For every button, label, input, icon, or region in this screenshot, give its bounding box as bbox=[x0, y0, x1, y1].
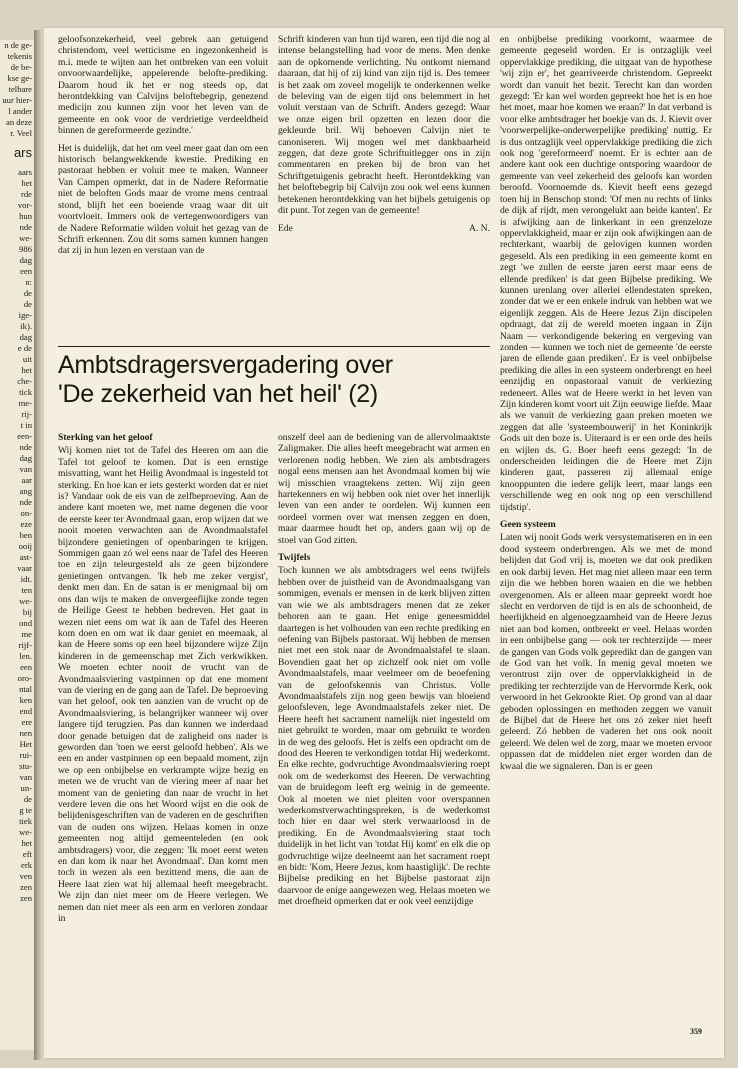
paragraph: Laten wij nooit Gods werk versystematiseren en in een dood systeem onderbrengen. Als we met de mond belijden dat God vrij is, moeten we dat ook prediken en ook darbij leven. Het mag niet alleen maar een term zijn die we hebben horen waaien en die we hebben overgenomen. Als er alleen maar gepreekt wordt hoe slecht en verdorven de tijd is en als de schoonheid, de heerlijkheid en algenoegzaamheid van de Heere Jezus niet aan bod komen, ontbreekt er veel. Helaas worden in een onbijbelse gang — ook ter rechterzijde — meer de gangen van Gods volk gepredikt dan de gangen van de God van het volk. In menig geval moeten we verontrust zijn over de oppervlakkigheid in de prediking ter rechterzijde van de Hervormde Kerk, ook verwoord in het Gekrookte Riet. Op grond van al daar geboden oplossingen en methoden zeggen we vanuit de Bijbel dat de Heere het ons zó zeker niet heeft geleerd. Zó hebben de vaderen het ons ook nooit geleerd. We delen wel de zorg, maar we moeten ervoor oppassen dat de middelen niet erger worden dan de kwaal die we signaleren. Dan is er geen bbox=[500, 532, 712, 772]
adjacent-page-line: we- bbox=[19, 596, 32, 606]
adjacent-page-line: van bbox=[19, 464, 32, 474]
adjacent-page-line: nde bbox=[19, 442, 32, 452]
paragraph: Het is duidelijk, dat het om veel meer gaat dan om een historisch belangwekkende kwestie. Prediking en pastoraat hebben er voluit mee te maken. Wanneer Van Campen opmerkt, dat in de Nadere Reformatie niet de beloften Gods maar de vrome mens centraal stond, blijft het een boeiende vraag waar dit uit voortvloeit. Immers ook de vertegenwoordigers van de Nadere Reformatie wilden voluit het gezag van de Schrift erkennen. Zou dit soms samen kunnen hangen dat zij in hun lezen en verstaan van de bbox=[58, 142, 268, 257]
signoff bbox=[278, 223, 490, 234]
adjacent-page-line: ige- bbox=[18, 310, 32, 320]
adjacent-page-line: ond bbox=[19, 618, 32, 628]
magazine-page bbox=[44, 28, 724, 1058]
adjacent-page-line: een- bbox=[17, 431, 32, 441]
adjacent-page-line: rui- bbox=[19, 750, 32, 760]
adjacent-page-line: e de bbox=[17, 343, 32, 353]
previous-article-column-2 bbox=[278, 34, 490, 334]
adjacent-page-line: het bbox=[21, 365, 32, 375]
adjacent-page-line: g te bbox=[19, 805, 32, 815]
adjacent-page-line: l ander bbox=[8, 106, 32, 116]
section-heading: Sterking van het geloof bbox=[58, 432, 153, 443]
adjacent-page-line: ang bbox=[19, 486, 32, 496]
adjacent-page-line: dag bbox=[19, 255, 32, 265]
adjacent-page-line: ast- bbox=[19, 552, 32, 562]
adjacent-page-line: aars bbox=[18, 167, 32, 177]
adjacent-page-line: eze bbox=[20, 519, 32, 529]
adjacent-page-text-bottom bbox=[0, 167, 32, 904]
section-heading: Twijfels bbox=[278, 552, 311, 564]
section-heading: Geen systeem bbox=[500, 519, 556, 531]
adjacent-page-strip bbox=[0, 40, 34, 1050]
adjacent-page-line: che- bbox=[17, 376, 32, 386]
adjacent-page-line: de bbox=[23, 299, 32, 309]
adjacent-page-line: nde bbox=[19, 497, 32, 507]
adjacent-page-line: bij bbox=[22, 607, 32, 617]
adjacent-page-line: vor- bbox=[17, 200, 32, 210]
adjacent-page-line: ven bbox=[19, 871, 32, 881]
adjacent-page-line: de be- bbox=[10, 62, 32, 72]
signoff-place: Ede bbox=[278, 222, 293, 234]
signoff-initials: A. N. bbox=[468, 222, 490, 234]
article-headline bbox=[58, 351, 490, 409]
adjacent-page-line: me bbox=[21, 629, 32, 639]
adjacent-page-line: we- bbox=[19, 233, 32, 243]
adjacent-page-line: an deze bbox=[6, 117, 32, 127]
paragraph: geloofsonzekerheid, veel gebrek aan getuigend christendom, veel wetticisme en ingezonkenheid is m.i. mede te wijten aan het ontbreken van een voluit onvoorwaardelijke, appelerende belofte-prediking. Daarom houd ik het er nog steeds op, dat herontdekking van Calvijns beloftebegrip, genezend medicijn zou kunnen zijn voor het leven van de gemeente en ook voor de verdrietige verdeeldheid binnen de gereformeerde gezindte.' bbox=[58, 34, 268, 137]
adjacent-page-line: n de ge- bbox=[4, 40, 32, 50]
article-column-2 bbox=[278, 432, 490, 1050]
adjacent-page-line: dag bbox=[19, 332, 32, 342]
article-column-3 bbox=[500, 34, 712, 1046]
adjacent-page-line: de bbox=[23, 288, 32, 298]
adjacent-page-line: het bbox=[21, 178, 32, 188]
adjacent-page-line: uur hier- bbox=[2, 95, 32, 105]
adjacent-page-line: we- bbox=[19, 827, 32, 837]
adjacent-page-line: rde bbox=[21, 189, 32, 199]
adjacent-page-line: on- bbox=[20, 508, 32, 518]
page-spine bbox=[34, 30, 44, 1060]
adjacent-page-line: telbare bbox=[8, 84, 32, 94]
adjacent-page-line: tiek bbox=[19, 816, 32, 826]
adjacent-page-line: ten bbox=[21, 585, 32, 595]
adjacent-page-line: tekenis bbox=[7, 51, 32, 61]
adjacent-page-line: kse ge- bbox=[7, 73, 32, 83]
adjacent-page-line: erk bbox=[21, 860, 32, 870]
adjacent-page-line: zen bbox=[20, 893, 32, 903]
adjacent-page-line: nde bbox=[19, 222, 32, 232]
adjacent-page-line: ntal bbox=[19, 684, 32, 694]
adjacent-page-line: rij- bbox=[21, 409, 32, 419]
adjacent-page-line: dag bbox=[19, 453, 32, 463]
adjacent-page-line: aar bbox=[21, 475, 32, 485]
adjacent-page-line: tick bbox=[19, 387, 32, 397]
page-number: 359 bbox=[690, 1027, 702, 1036]
adjacent-page-line: rijf- bbox=[18, 640, 32, 650]
adjacent-page-line: n: bbox=[25, 277, 32, 287]
adjacent-page-line: ere bbox=[21, 717, 32, 727]
adjacent-page-line: hun bbox=[19, 211, 32, 221]
adjacent-page-line: 986 bbox=[19, 244, 32, 254]
headline-line-2: 'De zekerheid van het heil' (2) bbox=[58, 380, 378, 408]
adjacent-page-line: oro- bbox=[17, 673, 32, 683]
adjacent-page-text-top bbox=[0, 40, 32, 139]
adjacent-page-line: len. bbox=[19, 651, 32, 661]
adjacent-page-line: t in bbox=[20, 420, 32, 430]
adjacent-page-line: de bbox=[23, 794, 32, 804]
adjacent-page-heading: ars bbox=[13, 145, 32, 160]
adjacent-page-line: zen bbox=[20, 882, 32, 892]
adjacent-page-line: idt. bbox=[20, 574, 32, 584]
paragraph: Toch kunnen we als ambtsdragers wel eens twijfels hebben over de juistheid van de Avondmaalsgang van sommigen, evenals er mensen in de kerk blijven zitten van wie we als ambtsdragers menen dat ze zeker behoren aan te gaan. Het enige geneesmiddel daartegen is het volhouden van een rechte prediking en oefening van Bijbels pastoraat. Wij hebben de mensen niet met een stok naar de Avondmaalstafel te slaan. Bovendien gaat het op zichzelf ook niet om volle Avondmaalstafels, maar veelmeer om de beoefening van de geloofskennis van Christus. Volle Avondmaalstafels zijn nog geen bewijs van bloeiend geloofsleven, lege Avondmaalstafels zeker niet. De Heere heeft het sacrament namelijk niet ingesteld om niet gebruikt te worden, maar om gebruikt te worden in de weg des geloofs. Het is zelfs een opdracht om de dood des Heeren te verkondigen totdat Hij wederkomt. En elke rechte, godvruchtige Avondmaalsviering roept ook om de wederkomst des Heeren. De verwachting van de bruidegom leeft erg weinig in de gemeente. Ook al moeten we niet pleiten voor overspannen wederkomstverwachtingspreken, is de wederkomst toch hier en daar wel sterk verwaarloosd in de prediking. En de Avondmaalsviering staat toch duidelijk in het licht van 'totdat Hij komt' en elk die op godvruchtige wijze deelneemt aan het sacrament roept en bidt: 'Kom, Heere Jezus, kom haastiglijk'. De rechte Bijbelse prediking en het Bijbelse pastoraat zijn daarvoor de enige aangewezen weg. Helaas moeten we met droefheid opmerken dat er ook veel eenzijdige bbox=[278, 565, 490, 908]
adjacent-page-line: me- bbox=[18, 398, 32, 408]
adjacent-page-line: een bbox=[20, 266, 32, 276]
adjacent-page-line: r. Veel bbox=[10, 128, 32, 138]
adjacent-page-line: eft bbox=[22, 849, 32, 859]
adjacent-page-line: ken bbox=[19, 695, 32, 705]
adjacent-page-line: een bbox=[20, 662, 32, 672]
adjacent-page-line: end bbox=[19, 706, 32, 716]
adjacent-page-line: het bbox=[21, 838, 32, 848]
article-divider bbox=[58, 346, 490, 347]
adjacent-page-line: ooij bbox=[18, 541, 32, 551]
previous-article-column-1 bbox=[58, 34, 268, 334]
adjacent-page-line: uit bbox=[22, 354, 32, 364]
paragraph: Wij komen niet tot de Tafel des Heeren om aan die Tafel tot geloof te komen. Dat is een ernstige misvatting, want het Heilig Avondmaal is ingesteld tot sterking. En hoe kan er iets gesterkt worden dat er niet is? Vandaar ook de eis van de zelfbeproeving. Aan de andere kant moeten we, met name degenen die voor de eerste keer ter Avondmaal gaan, erop wijzen dat we nooit moeten verwachten aan de Avondmaalstafel bijzondere genietingen of openbaringen te krijgen. Sommigen gaan zó wel eens naar de Tafel des Heeren toe en zijn teleurgesteld als ze geen bijzondere genietingen ontvangen. 'Ik heb me zeker vergist', denkt men dan. En de satan is er menigmaal bij om ons dan wijs te maken de onvergeeflijke zonde tegen de Heilige Geest te hebben bedreven. Het gaat in wezen niet eens om wat ik aan de Tafel des Heeren kom doen en om wat ik daar geniet en meemaak, al kan de Heere soms op een heel bijzondere wijze Zijn kinderen in de gemeenschap met Zich verkwikken. We moeten echter nooit de vrucht van de Avondmaalsviering vastpinnen op dat ene moment van de viering en de gang aan de Tafel. De beproeving van het geloof, ook ten aanzien van de vrucht op de Avondmaalsviering, is belangrijker wanneer wij over langere tijd terugzien. Pas dan kunnen we inderdaad door genade betuigen dat de zaligheid ons nader is geworden dan 'toen we eerst geloofd hebben'. Als we een en ander vastpinnen op een bepaald moment, zijn we op een onbijbelse en verkrampte wijze bezig en meten we de vrucht van de viering meer af naar het moment van de genieting dan naar de vrucht in het verdere leven die ons het Woord wijst en die ook de belijdenisgeschriften van de vaderen en de geschriften van de ouden ons wijzen. Helaas komen in onze gemeenten nog altijd gemeenteleden (en ook ambtsdragers) voor, die zeggen: 'Ik moet eerst weten en dan kom ik naar het Avondmaal'. Dan komt men toch in wezen als een bezittend mens, die aan de Heere laat zien wat hij allemaal heeft meegebracht. We zijn dan niet meer om de Heere verlegen. We nemen dan niet meer als een arm en verloren zondaar in bbox=[58, 445, 268, 925]
paragraph: Schrift kinderen van hun tijd waren, een tijd die nog al intense belangstelling had voor de mens. Men denke aan de opkomende verlichting. Nu ontkomt niemand daaraan, dat hij of zij kind van zijn tijd is. Des temeer is het zaak om zoveel mogelijk te onderkennen welke de beleving van de eigen tijd ons belemmert in het voluit verstaan van de Schrift. Anders gezegd: Waar we onze eigen bril opzetten en lezen door die gekleurde bril. Wij behoeven Calvijn niet te canoniseren. Wij mogen wel met dankbaarheid zeggen, dat deze grote Schriftuitlegger ons in zijn commentaren en preken bij de bron van het Schriftgetuigenis gebracht heeft. Herontdekking van het beloftebegrip bij Calvijn zou ook wel eens kunnen betekenen herontdekking van het bijbels getuigenis op dit punt. Tot zegen van de gemeente! bbox=[278, 34, 490, 217]
adjacent-page-line: ik). bbox=[20, 321, 32, 331]
paragraph: onszelf deel aan de bediening van de allervolmaaktste Zaligmaker. Die alles heeft meegebracht wat armen en verlorenen nodig hebben. We zien als ambtsdragers nogal eens mensen aan het Avondmaal komen bij wie wij misschien vraagtekens zetten. Wij zijn geen hartekenners en wij hebben ook niet over het innerlijk leven van een ander te oordelen. Wij kunnen een oordeel vormen over wat mensen zeggen en doen, maar daarmee houdt het op, anders gaan wij op de stoel van God zitten. bbox=[278, 432, 490, 546]
paragraph: en onbijbelse prediking voorkomt, waarmee de gemeente gegeseld worden. Er is ontzaglijk veel oppervlakkige prediking, die uitgaat van de hypothese 'wij zijn er', het gearriveerde christendom. Gepreekt wordt dan vanuit het bezit. Terecht kan dan worden gezegd: 'Er kan wel worden gepreekt hoe het is en hoe het moet, maar hoe komen we eraan?' In dat verband is voor elke ambtsdrager het boekje van ds. J. Kievit over 'voorwerpelijke-onderwerpelijke prediking' nuttig. Er is dus ontzaglijk veel oppervlakkige prediking die zich ook nog 'gereformeerd' noemt. Er is echter aan de andere kant ook een duchtige ontsporing waardoor de gemeente van veel zekerheid des geloofs kan worden beroofd. Voornoemde ds. Kievit heeft eens gezegd toen hij in Benschop stond: 'Of men nu rechts of links de dijk af rijdt, men verongelukt aan beide kanten'. Er is afwijking aan de linkerkant in een grenzeloze oppervlakkigheid, maar er zijn ook afwijkingen aan de rechterkant, waarbij de gelovigen kunnen worden gegeseld. Als een prediking in een gemeente komt en zegt 'we zullen de eerste jaren eerst maar eens de ellende prediken' is dat geen Bijbelse prediking. We kunnen urenlang over allerlei ellendestaten spreken, zonder dat we er een enkele indruk van hebben wat we eigenlijk zeggen. Als de Heere Jezus Zijn discipelen opdraagt, dat zij de wereld moeten ingaan in Zijn Naam — verkondigende bekering en vergeving van zonden — kunnen we toch niet de gemeente 'de eerste jaren de ellende gaan prediken'. Er is veel onbijbelse prediking die alles in een systeem onderbrengt en heel eenzijdig en onpastoraal vanuit de verkiezing redeneert. Alles wat de Heere werkt in het leven van Zijn kinderen komt voort uit Zijn eeuwige liefde. Maar als we vanuit de verkiezing gaan preken moeten we zeggen dat alle 'systeembouwerij' in het Koninkrijk Gods uit den boze is. Uiteraard is er een orde des heils en wijlen ds. G. Boer heeft eens gezegd: 'In de onderscheiden leidingen die de Heere met Zijn kinderen gaat, passeren zij allemaal enige knooppunten die iedere gelijk leert, maar langs een verschillende weg en ook nog op een verschillend tijdstip'. bbox=[500, 34, 712, 513]
adjacent-page-line: stu- bbox=[19, 761, 32, 771]
adjacent-page-line: Het bbox=[19, 739, 32, 749]
adjacent-page-line: nen bbox=[19, 728, 32, 738]
article-column-1 bbox=[58, 432, 268, 1050]
adjacent-page-line: vaar bbox=[17, 563, 32, 573]
adjacent-page-line: van bbox=[19, 772, 32, 782]
adjacent-page-line: ben bbox=[19, 530, 32, 540]
headline-line-1: Ambtsdragersvergadering over bbox=[58, 351, 393, 379]
adjacent-page-line: un- bbox=[20, 783, 32, 793]
